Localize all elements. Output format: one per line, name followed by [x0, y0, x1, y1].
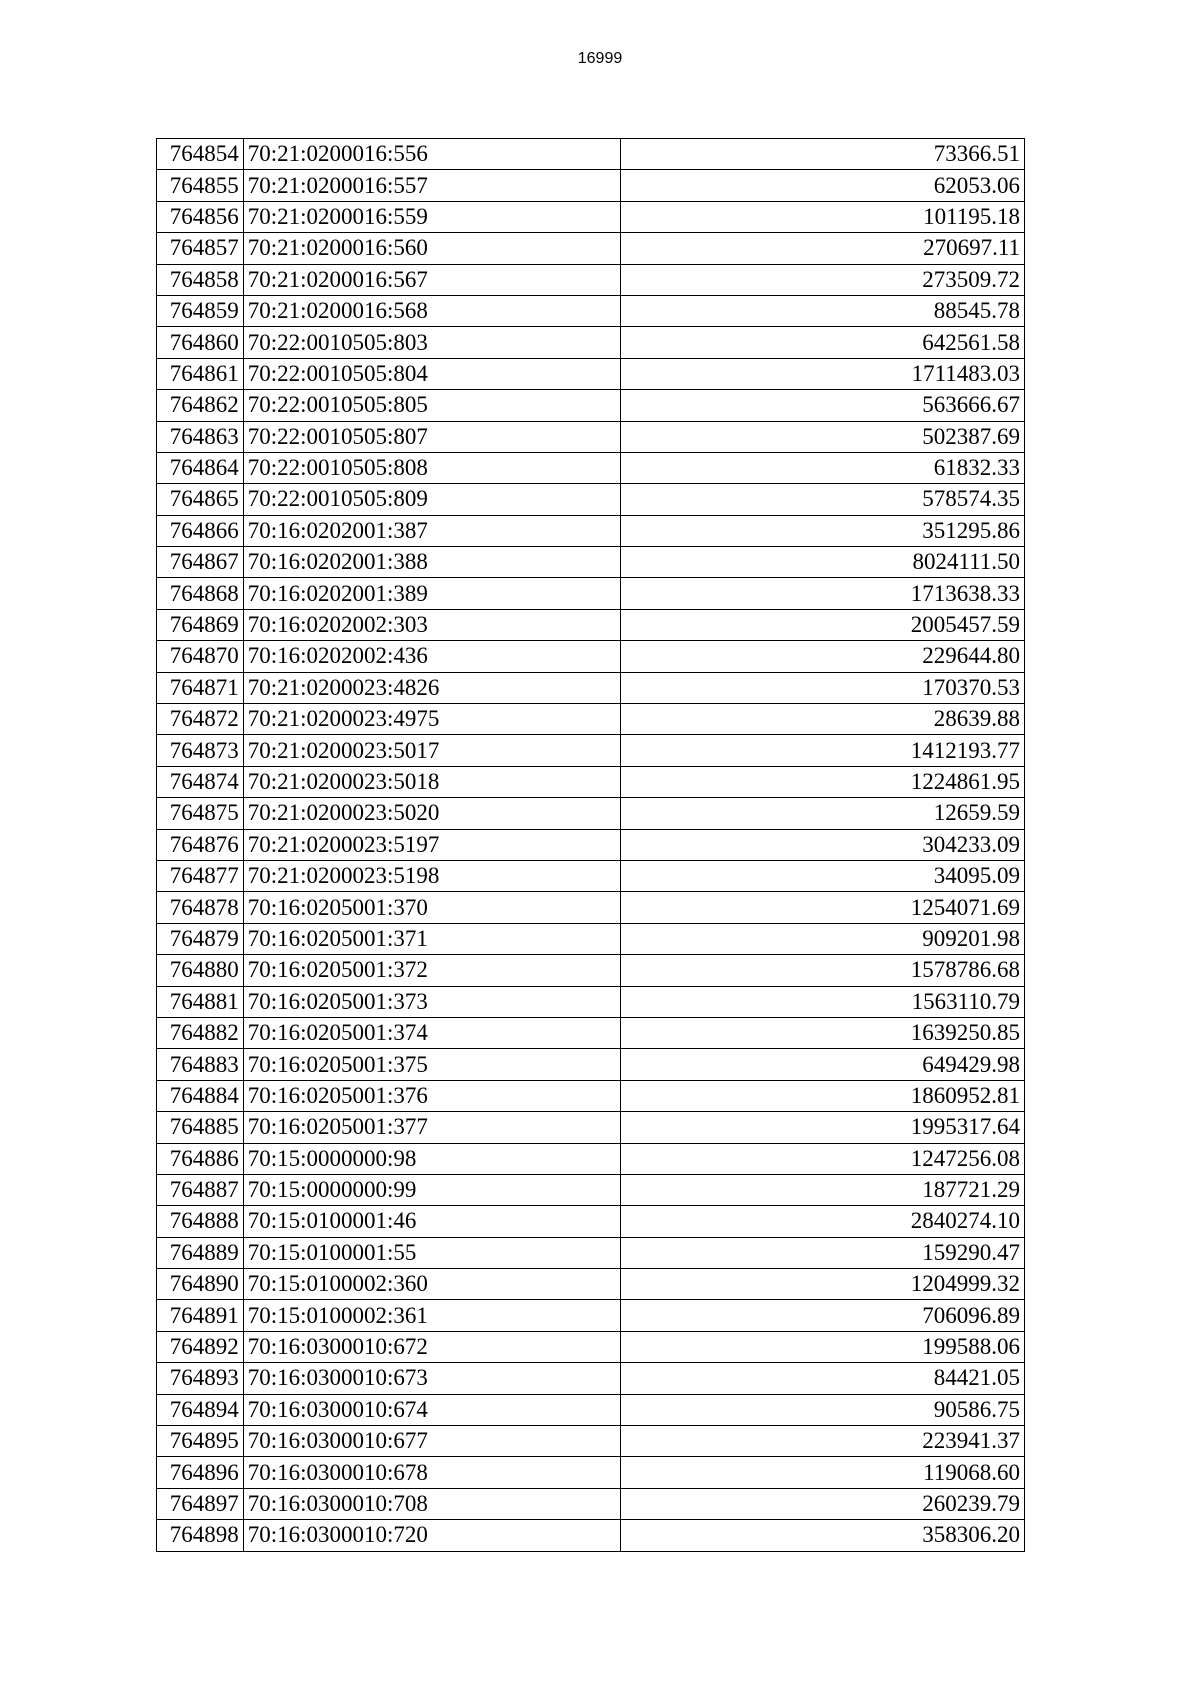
row-number-cell: 764872	[157, 704, 244, 735]
value-cell: 1412193.77	[621, 735, 1025, 766]
cadastral-number-cell: 70:21:0200023:4826	[243, 672, 621, 703]
row-number-cell: 764882	[157, 1017, 244, 1048]
value-cell: 1204999.32	[621, 1269, 1025, 1300]
row-number-cell: 764859	[157, 295, 244, 326]
cadastral-number-cell: 70:16:0202002:303	[243, 609, 621, 640]
row-number-cell: 764858	[157, 264, 244, 295]
value-cell: 1860952.81	[621, 1080, 1025, 1111]
row-number-cell: 764874	[157, 766, 244, 797]
row-number-cell: 764863	[157, 421, 244, 452]
table-row	[157, 1300, 1025, 1331]
value-cell: 61832.33	[621, 452, 1025, 483]
cadastral-number-cell: 70:22:0010505:805	[243, 390, 621, 421]
table-row	[157, 735, 1025, 766]
table-row	[157, 578, 1025, 609]
row-number-cell: 764856	[157, 201, 244, 232]
table-row	[157, 1080, 1025, 1111]
value-cell: 649429.98	[621, 1049, 1025, 1080]
row-number-cell: 764876	[157, 829, 244, 860]
table-row	[157, 1206, 1025, 1237]
table-row	[157, 421, 1025, 452]
table-row	[157, 1143, 1025, 1174]
table-row	[157, 1520, 1025, 1551]
table-row	[157, 860, 1025, 891]
cadastral-number-cell: 70:22:0010505:803	[243, 327, 621, 358]
cadastral-number-cell: 70:16:0205001:377	[243, 1112, 621, 1143]
row-number-cell: 764857	[157, 233, 244, 264]
table-row	[157, 547, 1025, 578]
row-number-cell: 764887	[157, 1174, 244, 1205]
table-body	[157, 139, 1025, 1552]
value-cell: 90586.75	[621, 1394, 1025, 1425]
value-cell: 1711483.03	[621, 358, 1025, 389]
cadastral-number-cell: 70:16:0205001:376	[243, 1080, 621, 1111]
cadastral-number-cell: 70:16:0300010:720	[243, 1520, 621, 1551]
value-cell: 88545.78	[621, 295, 1025, 326]
cadastral-number-cell: 70:21:0200023:5198	[243, 860, 621, 891]
row-number-cell: 764869	[157, 609, 244, 640]
row-number-cell: 764886	[157, 1143, 244, 1174]
value-cell: 1254071.69	[621, 892, 1025, 923]
value-cell: 119068.60	[621, 1457, 1025, 1488]
cadastral-number-cell: 70:16:0205001:373	[243, 986, 621, 1017]
value-cell: 1224861.95	[621, 766, 1025, 797]
table-row	[157, 672, 1025, 703]
value-cell: 1578786.68	[621, 955, 1025, 986]
table-row	[157, 892, 1025, 923]
value-cell: 101195.18	[621, 201, 1025, 232]
row-number-cell: 764890	[157, 1269, 244, 1300]
cadastral-number-cell: 70:15:0000000:98	[243, 1143, 621, 1174]
value-cell: 2005457.59	[621, 609, 1025, 640]
cadastral-number-cell: 70:21:0200023:5017	[243, 735, 621, 766]
cadastral-number-cell: 70:21:0200023:5018	[243, 766, 621, 797]
cadastral-number-cell: 70:16:0205001:371	[243, 923, 621, 954]
table-row	[157, 515, 1025, 546]
cadastral-number-cell: 70:21:0200023:5197	[243, 829, 621, 860]
row-number-cell: 764873	[157, 735, 244, 766]
row-number-cell: 764862	[157, 390, 244, 421]
table-row	[157, 201, 1025, 232]
cadastral-number-cell: 70:16:0205001:370	[243, 892, 621, 923]
row-number-cell: 764897	[157, 1488, 244, 1519]
table-row	[157, 798, 1025, 829]
cadastral-number-cell: 70:16:0300010:678	[243, 1457, 621, 1488]
row-number-cell: 764860	[157, 327, 244, 358]
row-number-cell: 764867	[157, 547, 244, 578]
table-row	[157, 390, 1025, 421]
table-row	[157, 1112, 1025, 1143]
value-cell: 260239.79	[621, 1488, 1025, 1519]
cadastral-number-cell: 70:15:0100001:55	[243, 1237, 621, 1268]
cadastral-number-cell: 70:15:0000000:99	[243, 1174, 621, 1205]
table-row	[157, 1457, 1025, 1488]
table-row	[157, 264, 1025, 295]
value-cell: 12659.59	[621, 798, 1025, 829]
row-number-cell: 764884	[157, 1080, 244, 1111]
row-number-cell: 764875	[157, 798, 244, 829]
cadastral-number-cell: 70:16:0205001:372	[243, 955, 621, 986]
row-number-cell: 764885	[157, 1112, 244, 1143]
table-row	[157, 766, 1025, 797]
cadastral-number-cell: 70:22:0010505:808	[243, 452, 621, 483]
row-number-cell: 764864	[157, 452, 244, 483]
cadastral-number-cell: 70:15:0100002:360	[243, 1269, 621, 1300]
cadastral-number-cell: 70:16:0300010:673	[243, 1363, 621, 1394]
value-cell: 223941.37	[621, 1426, 1025, 1457]
row-number-cell: 764892	[157, 1331, 244, 1362]
table-row	[157, 358, 1025, 389]
table-row	[157, 955, 1025, 986]
value-cell: 187721.29	[621, 1174, 1025, 1205]
value-cell: 62053.06	[621, 170, 1025, 201]
cadastral-number-cell: 70:16:0202001:387	[243, 515, 621, 546]
value-cell: 358306.20	[621, 1520, 1025, 1551]
row-number-cell: 764865	[157, 484, 244, 515]
cadastral-number-cell: 70:16:0300010:674	[243, 1394, 621, 1425]
table-row	[157, 641, 1025, 672]
row-number-cell: 764861	[157, 358, 244, 389]
value-cell: 73366.51	[621, 139, 1025, 170]
data-table	[156, 138, 1025, 1552]
row-number-cell: 764883	[157, 1049, 244, 1080]
value-cell: 1563110.79	[621, 986, 1025, 1017]
cadastral-number-cell: 70:16:0205001:374	[243, 1017, 621, 1048]
table-row	[157, 484, 1025, 515]
row-number-cell: 764898	[157, 1520, 244, 1551]
row-number-cell: 764866	[157, 515, 244, 546]
cadastral-number-cell: 70:16:0202002:436	[243, 641, 621, 672]
value-cell: 270697.11	[621, 233, 1025, 264]
cadastral-number-cell: 70:21:0200016:567	[243, 264, 621, 295]
value-cell: 84421.05	[621, 1363, 1025, 1394]
row-number-cell: 764893	[157, 1363, 244, 1394]
cadastral-number-cell: 70:21:0200016:557	[243, 170, 621, 201]
value-cell: 351295.86	[621, 515, 1025, 546]
value-cell: 706096.89	[621, 1300, 1025, 1331]
cadastral-number-cell: 70:22:0010505:809	[243, 484, 621, 515]
table-row	[157, 295, 1025, 326]
value-cell: 909201.98	[621, 923, 1025, 954]
table-row	[157, 609, 1025, 640]
cadastral-number-cell: 70:15:0100002:361	[243, 1300, 621, 1331]
value-cell: 642561.58	[621, 327, 1025, 358]
value-cell: 159290.47	[621, 1237, 1025, 1268]
table-row	[157, 1331, 1025, 1362]
table-row	[157, 1488, 1025, 1519]
row-number-cell: 764878	[157, 892, 244, 923]
cadastral-number-cell: 70:16:0300010:677	[243, 1426, 621, 1457]
value-cell: 8024111.50	[621, 547, 1025, 578]
row-number-cell: 764868	[157, 578, 244, 609]
table-row	[157, 233, 1025, 264]
cadastral-number-cell: 70:21:0200023:4975	[243, 704, 621, 735]
cadastral-number-cell: 70:22:0010505:807	[243, 421, 621, 452]
value-cell: 28639.88	[621, 704, 1025, 735]
value-cell: 229644.80	[621, 641, 1025, 672]
row-number-cell: 764871	[157, 672, 244, 703]
page-number: 16999	[577, 50, 623, 67]
table-row	[157, 1174, 1025, 1205]
row-number-cell: 764894	[157, 1394, 244, 1425]
row-number-cell: 764854	[157, 139, 244, 170]
table-row	[157, 1049, 1025, 1080]
value-cell: 273509.72	[621, 264, 1025, 295]
cadastral-number-cell: 70:16:0202001:388	[243, 547, 621, 578]
row-number-cell: 764879	[157, 923, 244, 954]
table-row	[157, 1269, 1025, 1300]
table-row	[157, 1394, 1025, 1425]
table-row	[157, 829, 1025, 860]
value-cell: 1713638.33	[621, 578, 1025, 609]
cadastral-number-cell: 70:21:0200016:556	[243, 139, 621, 170]
value-cell: 2840274.10	[621, 1206, 1025, 1237]
table-row	[157, 704, 1025, 735]
row-number-cell: 764891	[157, 1300, 244, 1331]
table-row	[157, 139, 1025, 170]
row-number-cell: 764881	[157, 986, 244, 1017]
cadastral-number-cell: 70:16:0300010:708	[243, 1488, 621, 1519]
value-cell: 563666.67	[621, 390, 1025, 421]
table-row	[157, 1426, 1025, 1457]
cadastral-number-cell: 70:16:0202001:389	[243, 578, 621, 609]
row-number-cell: 764880	[157, 955, 244, 986]
table-row	[157, 986, 1025, 1017]
row-number-cell: 764895	[157, 1426, 244, 1457]
value-cell: 304233.09	[621, 829, 1025, 860]
value-cell: 1639250.85	[621, 1017, 1025, 1048]
row-number-cell: 764877	[157, 860, 244, 891]
table-row	[157, 1017, 1025, 1048]
table-row	[157, 327, 1025, 358]
cadastral-number-cell: 70:15:0100001:46	[243, 1206, 621, 1237]
row-number-cell: 764889	[157, 1237, 244, 1268]
cadastral-number-cell: 70:21:0200016:560	[243, 233, 621, 264]
value-cell: 1995317.64	[621, 1112, 1025, 1143]
row-number-cell: 764870	[157, 641, 244, 672]
row-number-cell: 764896	[157, 1457, 244, 1488]
cadastral-number-cell: 70:16:0300010:672	[243, 1331, 621, 1362]
value-cell: 502387.69	[621, 421, 1025, 452]
value-cell: 578574.35	[621, 484, 1025, 515]
value-cell: 199588.06	[621, 1331, 1025, 1362]
cadastral-number-cell: 70:22:0010505:804	[243, 358, 621, 389]
table-row	[157, 923, 1025, 954]
table-row	[157, 1363, 1025, 1394]
table-row	[157, 170, 1025, 201]
table-row	[157, 452, 1025, 483]
row-number-cell: 764888	[157, 1206, 244, 1237]
value-cell: 170370.53	[621, 672, 1025, 703]
table-row	[157, 1237, 1025, 1268]
cadastral-number-cell: 70:21:0200016:559	[243, 201, 621, 232]
row-number-cell: 764855	[157, 170, 244, 201]
cadastral-number-cell: 70:21:0200016:568	[243, 295, 621, 326]
cadastral-number-cell: 70:21:0200023:5020	[243, 798, 621, 829]
value-cell: 1247256.08	[621, 1143, 1025, 1174]
value-cell: 34095.09	[621, 860, 1025, 891]
cadastral-number-cell: 70:16:0205001:375	[243, 1049, 621, 1080]
